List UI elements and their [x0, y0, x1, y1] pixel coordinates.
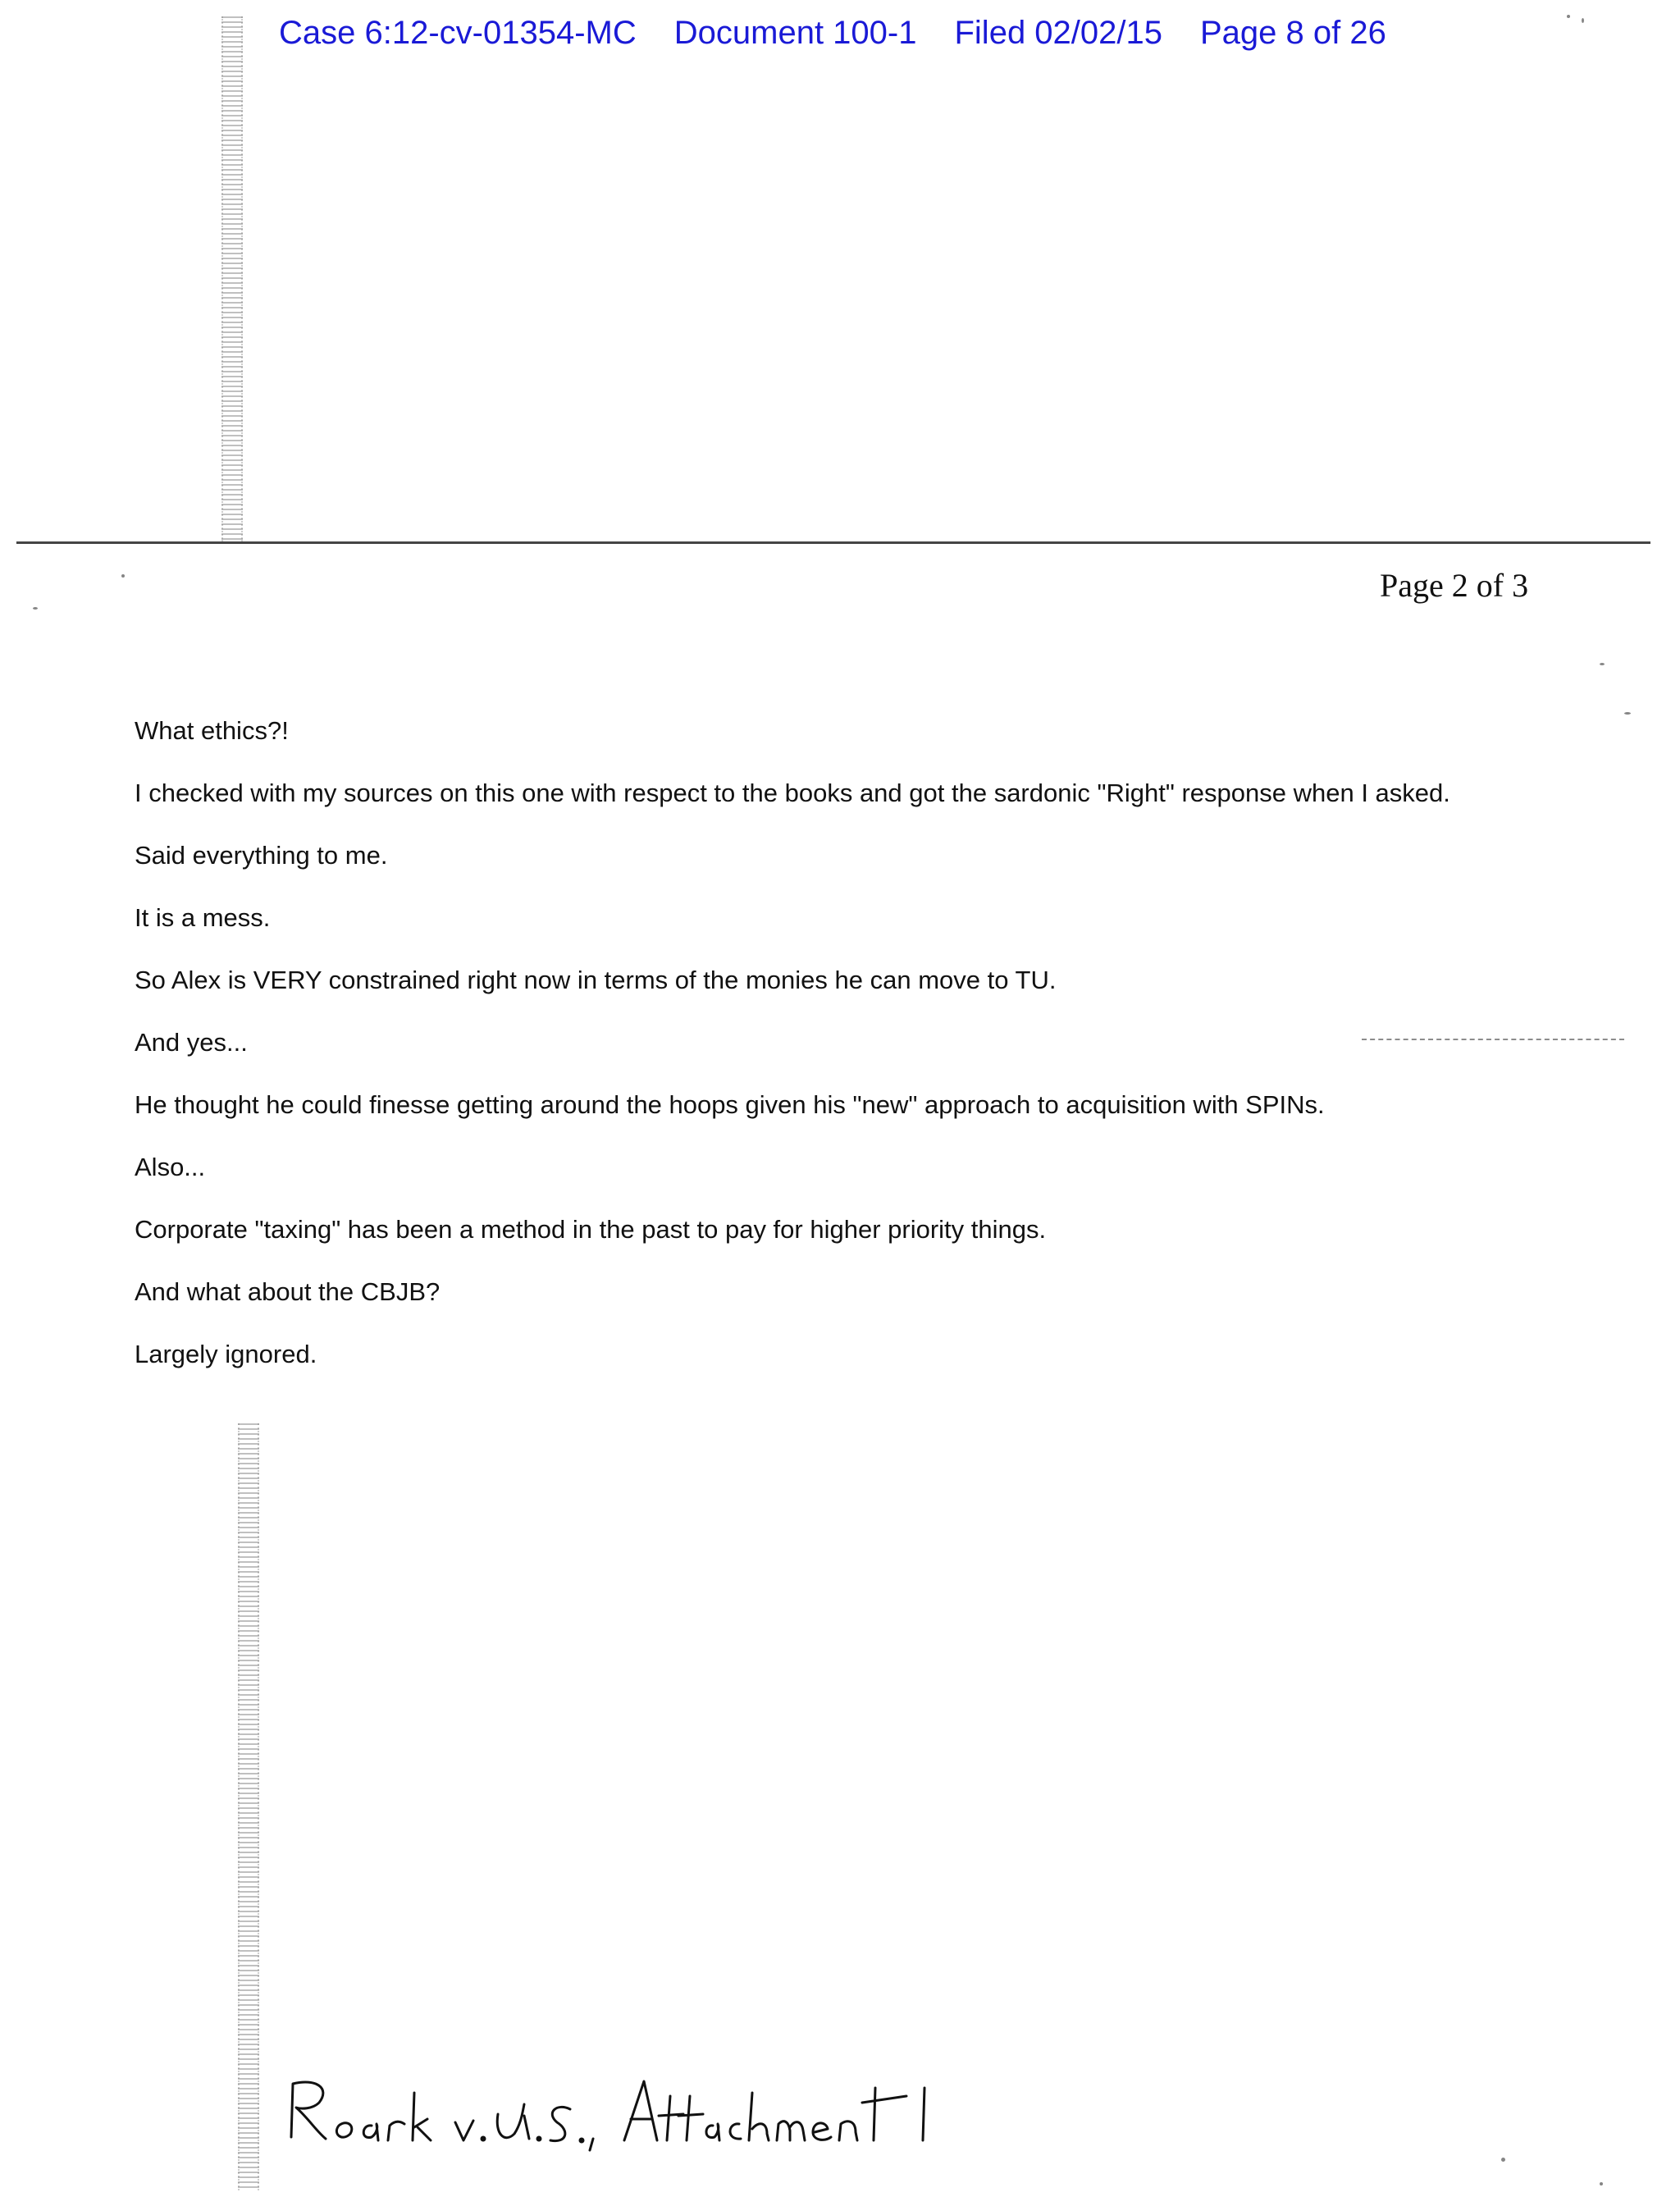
- paragraph: So Alex is VERY constrained right now in terms of the monies he can move to TU.: [135, 966, 1057, 994]
- filed-date: Filed 02/02/15: [954, 14, 1162, 51]
- filing-page-number: Page 8 of 26: [1200, 14, 1386, 51]
- paragraph: I checked with my sources on this one with respect to the books and got the sardonic "Right" response when I asked.: [135, 779, 1450, 807]
- case-number: Case 6:12-cv-01354-MC: [279, 14, 637, 51]
- paragraph: Largely ignored.: [135, 1340, 317, 1368]
- scan-artifact-dashes: [1362, 1039, 1624, 1040]
- paragraph: What ethics?!: [135, 716, 289, 745]
- document-number: Document 100-1: [673, 14, 917, 51]
- scan-artifact-edge: [221, 16, 243, 541]
- handwritten-annotation: [283, 2055, 939, 2153]
- page-divider: [16, 541, 1650, 544]
- paragraph: It is a mess.: [135, 903, 271, 932]
- paragraph: Also...: [135, 1153, 206, 1181]
- scan-speck: [1567, 15, 1570, 18]
- paragraph: He thought he could finesse getting around the hoops given his "new" approach to acquisition with SPINs.: [135, 1090, 1325, 1119]
- scan-speck: [1600, 663, 1605, 665]
- paragraph: Corporate "taxing" has been a method in the past to pay for higher priority things.: [135, 1215, 1047, 1244]
- scan-speck: [1582, 18, 1584, 23]
- paragraph: And what about the CBJB?: [135, 1277, 441, 1306]
- scan-artifact-edge: [238, 1423, 259, 2190]
- scan-speck: [33, 607, 38, 610]
- paragraph: Said everything to me.: [135, 841, 388, 870]
- scan-speck: [1501, 2158, 1505, 2162]
- email-body: [135, 715, 1513, 1401]
- scan-speck: [1600, 2182, 1603, 2185]
- scan-speck: [121, 574, 125, 578]
- page-number: Page 2 of 3: [1380, 567, 1529, 604]
- court-filing-header: [279, 8, 1386, 57]
- scan-speck: [1624, 712, 1631, 715]
- paragraph: And yes...: [135, 1028, 248, 1057]
